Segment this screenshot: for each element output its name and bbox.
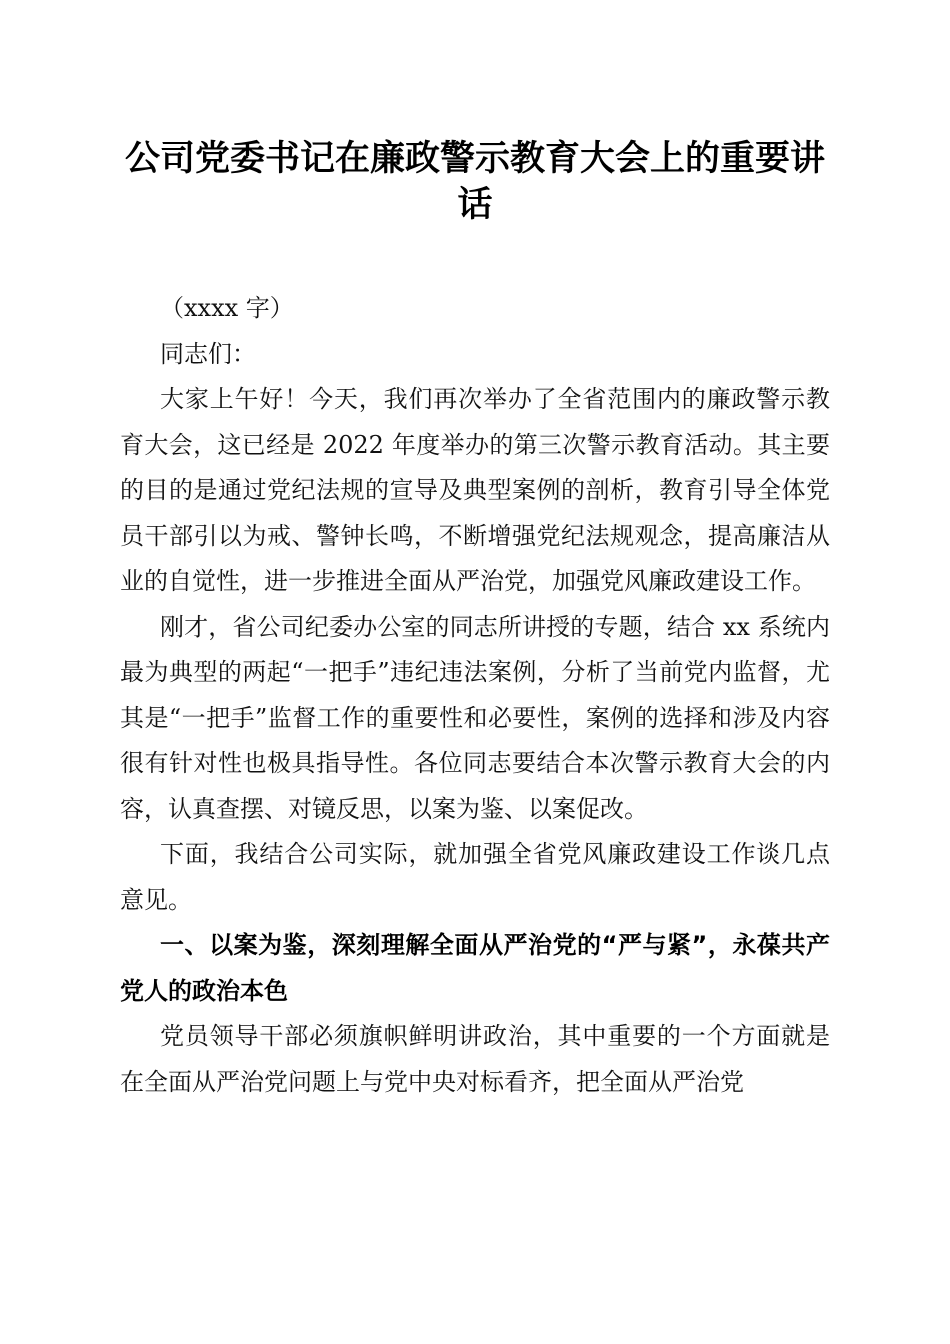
- document-body: [120, 286, 830, 1105]
- paragraph-section-1: 党员领导干部必须旗帜鲜明讲政治，其中重要的一个方面就是在全面从严治党问题上与党中央对标看齐，把全面从严治党: [120, 1022, 830, 1096]
- section-heading-1: 一、以案为鉴，深刻理解全面从严治党的“严与紧”，永葆共产党人的政治本色: [120, 931, 830, 1005]
- word-count-note: （xxxx 字）: [160, 294, 294, 322]
- paragraph-transition: 下面，我结合公司实际，就加强全省党风廉政建设工作谈几点意见。: [120, 840, 830, 914]
- paragraph-opening: 大家上午好！今天，我们再次举办了全省范围内的廉政警示教育大会，这已经是 2022 年度举办的第三次警示教育活动。其主要的目的是通过党纪法规的宣导及典型案例的剖析，教育引导全体党员干部引以为戒、警钟长鸣，不断增强党纪法规观念，提高廉洁从业的自觉性，进一步推进全面从严治党，加强党风廉政建设工作。: [120, 385, 830, 595]
- document-title: 公司党委书记在廉政警示教育大会上的重要讲话: [124, 138, 825, 225]
- salutation: 同志们：: [160, 339, 256, 368]
- paragraph-case-review: 刚才，省公司纪委办公室的同志所讲授的专题，结合 xx 系统内最为典型的两起“一把手”违纪违法案例，分析了当前党内监督，尤其是“一把手”监督工作的重要性和必要性，案例的选择和涉及内容很有针对性也极具指导性。各位同志要结合本次警示教育大会的内容，认真查摆、对镜反思，以案为鉴、以案促改。: [120, 612, 830, 823]
